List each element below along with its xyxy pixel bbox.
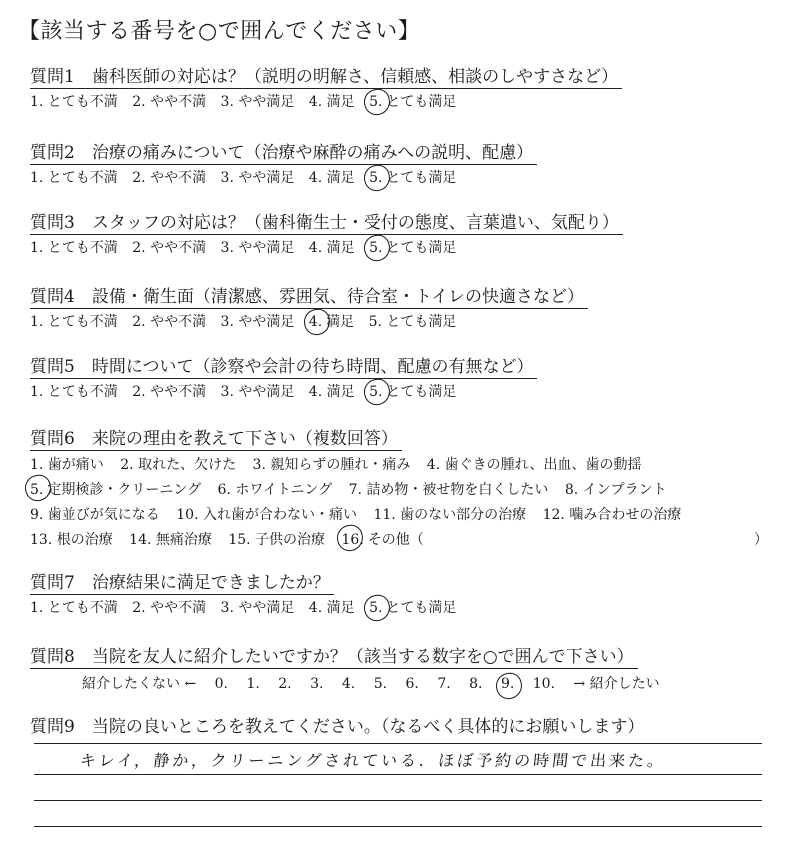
q3-option-3[interactable]: 3. やや満足 [220, 240, 295, 256]
form-header: 【該当する番号を○で囲んでください】 [18, 19, 421, 44]
q8-scale-4[interactable]: 4. [341, 676, 356, 692]
question-9-title: 質問9 当院の良いところを教えてください。（なるべく具体的にお願いします） [30, 717, 645, 737]
q8-scale-1[interactable]: 1. [246, 676, 260, 692]
q2-option-1[interactable]: 1. とても不満 [30, 170, 118, 186]
question-4-title: 質問4 設備・衛生面（清潔感、雰囲気、待合室・トイレの快適さなど） [30, 286, 588, 309]
q4-option-4-label: 満足 [326, 314, 355, 330]
q8-scale-6[interactable]: 6. [405, 676, 419, 692]
q8-scale-8[interactable]: 8. [469, 676, 483, 692]
q8-scale-3[interactable]: 3. [310, 676, 324, 692]
q6-line-2 [30, 478, 790, 503]
question-6 [30, 428, 790, 553]
q4-option-2[interactable]: 2. やや不満 [132, 314, 207, 330]
q6-line-3 [30, 503, 790, 528]
q6-option-3[interactable]: 3. 親知らずの腫れ・痛み [252, 457, 411, 473]
q6-option-1[interactable]: 1. 歯が痛い [30, 457, 104, 473]
question-9 [30, 716, 790, 738]
question-4 [30, 286, 790, 332]
q6-option-16-label: その他（ [367, 532, 424, 548]
question-8-title: 質問8 当院を友人に紹介したいですか？（該当する数字を○で囲んで下さい） [30, 646, 638, 669]
q6-option-7[interactable]: 7. 詰め物・被せ物を白くしたい [348, 482, 549, 498]
q6-option-13[interactable]: 13. 根の治療 [30, 532, 113, 548]
q3-option-5-circled[interactable]: 5. [369, 240, 383, 256]
q8-scale-2[interactable]: 2. [278, 676, 292, 692]
q7-option-4[interactable]: 4. 満足 [308, 600, 355, 616]
question-2 [30, 142, 790, 188]
q1-option-1[interactable]: 1. とても不満 [30, 94, 118, 110]
question-2-title: 質問2 治療の痛みについて（治療や麻酔の痛みへの説明、配慮） [30, 142, 537, 165]
q6-option-11[interactable]: 11. 歯のない部分の治療 [373, 507, 527, 523]
q7-option-5-label: とても満足 [386, 600, 457, 616]
q3-option-5-label: とても満足 [386, 240, 457, 256]
q8-scale [30, 673, 790, 693]
q6-other-close-bracket: ） [754, 532, 768, 548]
question-1-title: 質問1 歯科医師の対応は？（説明の明解さ、信頼感、相談のしやすさなど） [30, 66, 622, 89]
q2-option-3[interactable]: 3. やや満足 [220, 170, 295, 186]
question-5 [30, 356, 790, 402]
q6-line-1 [30, 453, 790, 478]
q1-option-2[interactable]: 2. やや不満 [132, 94, 207, 110]
q6-option-4[interactable]: 4. 歯ぐきの腫れ、出血、歯の動揺 [426, 457, 642, 473]
q6-option-9[interactable]: 9. 歯並びが気になる [30, 507, 160, 523]
q4-option-1[interactable]: 1. とても不満 [30, 314, 118, 330]
q2-option-5-circled[interactable]: 5. [369, 170, 383, 186]
q7-option-3[interactable]: 3. やや満足 [220, 600, 295, 616]
question-7-title: 質問7 治療結果に満足できましたか？ [30, 572, 334, 595]
question-6-options [30, 453, 790, 553]
q8-scale-0[interactable]: 0. [214, 676, 228, 692]
q6-option-15[interactable]: 15. 子供の治療 [228, 532, 326, 548]
handwritten-answer: キレイ，静か，クリーニングされている．ほぼ予約の時間で出来た。 [78, 751, 668, 770]
q1-option-4[interactable]: 4. 満足 [308, 94, 355, 110]
q2-option-5-label: とても満足 [386, 170, 457, 186]
question-5-options [30, 382, 790, 402]
q6-option-2[interactable]: 2. 取れた、欠けた [120, 457, 237, 473]
q1-option-5-circled[interactable]: 5. [369, 94, 383, 110]
q2-option-2[interactable]: 2. やや不満 [132, 170, 207, 186]
q8-scale-right-label: → 紹介したい [573, 676, 660, 692]
q5-option-1[interactable]: 1. とても不満 [30, 384, 118, 400]
answer-line-4[interactable] [34, 827, 762, 852]
question-4-options [30, 312, 790, 332]
q6-option-14[interactable]: 14. 無痛治療 [129, 532, 212, 548]
q7-option-1[interactable]: 1. とても不満 [30, 600, 118, 616]
q3-option-2[interactable]: 2. やや不満 [132, 240, 207, 256]
question-2-options [30, 168, 790, 188]
question-8 [30, 646, 790, 693]
q6-option-16-circled[interactable]: 16. [342, 528, 364, 553]
q6-option-5-label: 定期検診・クリーニング [47, 482, 202, 498]
answer-line-3[interactable] [34, 801, 762, 827]
q6-option-6[interactable]: 6. ホワイトニング [217, 482, 333, 498]
question-1 [30, 66, 790, 112]
q8-scale-10[interactable]: 10. [532, 676, 556, 692]
q4-option-5[interactable]: 5. とても満足 [368, 314, 457, 330]
q3-option-4[interactable]: 4. 満足 [308, 240, 355, 256]
answer-line-2[interactable] [34, 775, 762, 801]
q1-option-3[interactable]: 3. やや満足 [220, 94, 295, 110]
q5-option-5-label: とても満足 [386, 384, 457, 400]
question-3 [30, 212, 790, 258]
q5-option-5-circled[interactable]: 5. [369, 384, 383, 400]
q7-option-5-circled[interactable]: 5. [369, 600, 383, 616]
q5-option-2[interactable]: 2. やや不満 [132, 384, 207, 400]
q3-option-1[interactable]: 1. とても不満 [30, 240, 118, 256]
question-7 [30, 572, 790, 618]
q6-option-8[interactable]: 8. インプラント [564, 482, 667, 498]
question-6-title: 質問6 来院の理由を教えて下さい（複数回答） [30, 428, 402, 451]
q6-option-12[interactable]: 12. 噛み合わせの治療 [542, 507, 682, 523]
q5-option-3[interactable]: 3. やや満足 [220, 384, 295, 400]
q6-option-10[interactable]: 10. 入れ歯が合わない・痛い [176, 507, 357, 523]
q8-scale-7[interactable]: 7. [437, 676, 451, 692]
q8-scale-5[interactable]: 5. [373, 676, 388, 692]
question-3-title: 質問3 スタッフの対応は？（歯科衛生士・受付の態度、言葉遣い、気配り） [30, 212, 623, 235]
q6-option-5-circled[interactable]: 5. [30, 478, 43, 503]
q4-option-4-circled[interactable]: 4. [308, 314, 323, 330]
question-7-options [30, 598, 790, 618]
q7-option-2[interactable]: 2. やや不満 [132, 600, 207, 616]
question-5-title: 質問5 時間について（診察や会計の待ち時間、配慮の有無など） [30, 356, 537, 379]
question-1-options [30, 92, 790, 112]
q1-option-5-label: とても満足 [386, 94, 457, 110]
q2-option-4[interactable]: 4. 満足 [308, 170, 355, 186]
q6-line-4 [30, 528, 790, 553]
q8-scale-9-circled[interactable]: 9. [500, 676, 515, 692]
q5-option-4[interactable]: 4. 満足 [308, 384, 355, 400]
question-3-options [30, 238, 790, 258]
q4-option-3[interactable]: 3. やや満足 [220, 314, 295, 330]
q8-scale-left-label: 紹介したくない ← [82, 676, 197, 692]
